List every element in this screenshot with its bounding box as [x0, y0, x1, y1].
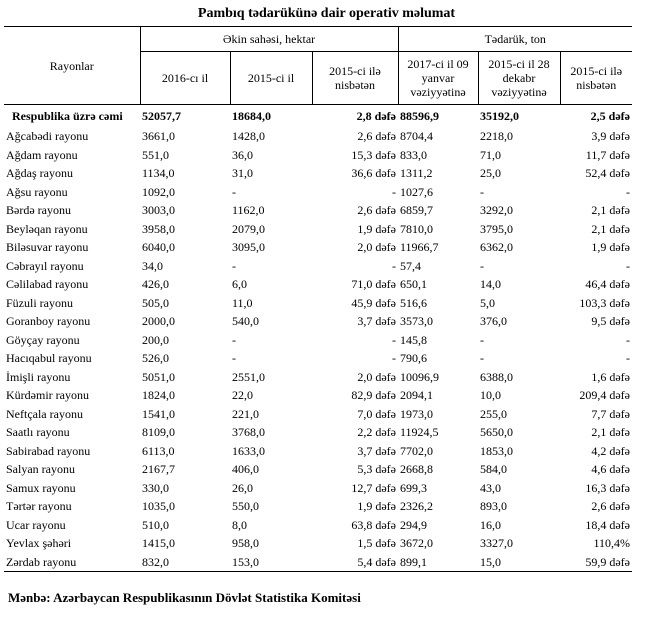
cell-area-2016: 8109,0 [142, 425, 175, 440]
cell-proc-ratio: - [626, 351, 630, 366]
cell-name: Beyləqan rayonu [6, 221, 88, 236]
cell-proc-2015: 255,0 [480, 406, 507, 421]
table-row [4, 349, 632, 368]
cell-area-2016: 3661,0 [142, 129, 175, 144]
cell-proc-2015: 10,0 [480, 388, 501, 403]
cell-proc-ratio: 110,4% [593, 536, 630, 551]
cell-proc-2015: 71,0 [480, 147, 501, 162]
table-row [4, 238, 632, 257]
cell-name: Neftçala rayonu [6, 406, 83, 421]
total-proc-ratio: 2,5 dəfə [590, 109, 630, 123]
header-area-ratio: 2015-ci ilə nisbətən [312, 52, 398, 105]
header-proc-2017: 2017-ci il 09 yanvar vəziyyətinə [398, 52, 478, 105]
cell-proc-2017: 3672,0 [400, 536, 433, 551]
cell-proc-2017: 699,3 [400, 480, 427, 495]
cell-area-ratio: 2,2 dəfə [357, 425, 396, 440]
table-row [4, 275, 632, 294]
cell-area-ratio: - [392, 258, 396, 273]
table-title: Pambıq tədarükünə dair operativ məlumat [197, 6, 456, 21]
table-row [4, 479, 632, 498]
cell-proc-2015: 1853,0 [480, 443, 513, 458]
cell-name: Tərtər rayonu [6, 499, 72, 514]
cell-name: Ağdaş rayonu [6, 166, 73, 181]
cell-proc-ratio: 1,6 dəfə [591, 369, 630, 384]
cell-proc-ratio: 4,6 dəfə [591, 462, 630, 477]
header-area-2015: 2015-ci il [230, 52, 312, 105]
cell-proc-2015: 15,0 [478, 553, 560, 572]
cell-proc-2017: 7702,0 [400, 443, 433, 458]
total-name: Respublika üzrə cəmi [12, 109, 123, 123]
cell-area-2015: 540,0 [232, 314, 259, 329]
cell-proc-2015: - [480, 184, 484, 199]
cell-proc-2015: 3327,0 [480, 536, 513, 551]
cell-name: Salyan rayonu [6, 462, 75, 477]
cell-proc-2017: 6859,7 [400, 203, 433, 218]
cell-area-2015: 153,0 [230, 553, 312, 572]
cell-area-ratio: 63,8 dəfə [351, 517, 396, 532]
cell-name: Saatlı rayonu [6, 425, 70, 440]
header-row-groups [4, 27, 632, 52]
table-row [4, 516, 632, 535]
cell-area-ratio: 5,4 dəfə [312, 553, 398, 572]
cell-proc-2017: 2326,2 [400, 499, 433, 514]
cell-area-2015: 1633,0 [232, 443, 265, 458]
cell-name: Füzuli rayonu [6, 295, 73, 310]
cell-proc-2017: 899,1 [398, 553, 478, 572]
cell-name: Ağsu rayonu [6, 184, 68, 199]
cell-area-ratio: 82,9 dəfə [351, 388, 396, 403]
table-row [4, 164, 632, 183]
cell-name: Kürdəmir rayonu [6, 388, 89, 403]
header-proc-2015: 2015-ci il 28 dekabr vəziyyətinə [478, 52, 560, 105]
cell-area-2016: 551,0 [142, 147, 169, 162]
cell-proc-2017: 11924,5 [400, 425, 439, 440]
cell-proc-ratio: 103,3 dəfə [579, 295, 630, 310]
table-row [4, 127, 632, 146]
cell-area-ratio: 7,0 dəfə [357, 406, 396, 421]
cell-area-2016: 1092,0 [142, 184, 175, 199]
cell-area-2015: - [232, 332, 236, 347]
cell-area-ratio: 15,3 dəfə [351, 147, 396, 162]
cell-area-2015: 3095,0 [232, 240, 265, 255]
cell-area-2016: 510,0 [142, 517, 169, 532]
cell-area-2015: 221,0 [232, 406, 259, 421]
cell-area-2016: 505,0 [142, 295, 169, 310]
cell-proc-2015: 3292,0 [480, 203, 513, 218]
cell-proc-2017: 2094,1 [400, 388, 433, 403]
total-area-2016: 52057,7 [142, 109, 181, 123]
cell-area-2016: 2000,0 [142, 314, 175, 329]
cell-name: Samux rayonu [6, 480, 76, 495]
cell-area-2015: - [232, 258, 236, 273]
header-group-area: Əkin sahəsi, hektar [140, 27, 398, 52]
cell-proc-2017: 650,1 [400, 277, 427, 292]
cell-area-2015: 26,0 [232, 480, 253, 495]
cell-proc-ratio: 209,4 dəfə [579, 388, 630, 403]
cell-proc-2015: 893,0 [480, 499, 507, 514]
table-row [4, 405, 632, 424]
cell-proc-2015: 376,0 [480, 314, 507, 329]
table-row [4, 294, 632, 313]
cell-proc-2017: 790,6 [400, 351, 427, 366]
table-row [4, 312, 632, 331]
cell-area-2016: 6113,0 [142, 443, 175, 458]
header-region: Rayonlar [4, 27, 140, 105]
cell-area-2015: 550,0 [232, 499, 259, 514]
cell-area-2016: 330,0 [142, 480, 169, 495]
cell-area-ratio: - [392, 184, 396, 199]
table-body [4, 105, 632, 572]
cell-name: Goranboy rayonu [6, 314, 91, 329]
cell-proc-ratio: 3,9 dəfə [591, 129, 630, 144]
cell-area-ratio: 5,3 dəfə [357, 462, 396, 477]
cell-proc-2015: 3795,0 [480, 221, 513, 236]
cell-proc-2015: 5,0 [480, 295, 495, 310]
cell-area-2015: 2079,0 [232, 221, 265, 236]
cell-proc-2015: 16,0 [480, 517, 501, 532]
cell-area-ratio: 3,7 dəfə [357, 443, 396, 458]
cell-name: Ucar rayonu [6, 517, 66, 532]
cell-proc-ratio: 2,1 dəfə [591, 425, 630, 440]
cell-proc-2015: 25,0 [480, 166, 501, 181]
cell-area-ratio: - [392, 332, 396, 347]
cell-area-ratio: - [392, 351, 396, 366]
cell-proc-2017: 7810,0 [400, 221, 433, 236]
cell-proc-ratio: 16,3 dəfə [585, 480, 630, 495]
cell-name: Cəbrayıl rayonu [6, 258, 84, 273]
cell-area-ratio: 2,0 dəfə [357, 240, 396, 255]
cell-area-2016: 832,0 [140, 553, 230, 572]
cell-proc-2017: 10096,9 [400, 369, 439, 384]
cell-proc-2017: 145,8 [400, 332, 427, 347]
cell-area-2015: 958,0 [232, 536, 259, 551]
cell-proc-2017: 516,6 [400, 295, 427, 310]
cell-proc-2015: 6362,0 [480, 240, 513, 255]
cell-area-ratio: 71,0 dəfə [351, 277, 396, 292]
cell-proc-ratio: 11,7 dəfə [585, 147, 630, 162]
table-row [4, 368, 632, 387]
cell-proc-ratio: 59,9 dəfə [560, 553, 632, 572]
cell-proc-ratio: 4,2 dəfə [591, 443, 630, 458]
cell-proc-ratio: - [626, 258, 630, 273]
cell-name: Biləsuvar rayonu [6, 240, 89, 255]
cell-proc-ratio: 9,5 dəfə [591, 314, 630, 329]
cell-proc-2017: 57,4 [400, 258, 421, 273]
cell-area-2015: 3768,0 [232, 425, 265, 440]
cell-area-2015: 406,0 [232, 462, 259, 477]
cell-proc-2017: 294,9 [400, 517, 427, 532]
cell-name: İmişli rayonu [6, 369, 71, 384]
cell-area-2015: 8,0 [232, 517, 247, 532]
cell-name: Göyçay rayonu [6, 332, 80, 347]
cell-area-ratio: 3,7 dəfə [357, 314, 396, 329]
table-row [4, 423, 632, 442]
source-note: Mənbə: Azərbaycan Respublikasının Dövlət Statistika Komitəsi [8, 590, 361, 605]
cell-area-2015: 36,0 [232, 147, 253, 162]
cell-area-2015: - [232, 351, 236, 366]
cell-proc-2017: 3573,0 [400, 314, 433, 329]
cell-proc-ratio: 7,7 dəfə [591, 406, 630, 421]
cell-area-ratio: 1,5 dəfə [357, 536, 396, 551]
cell-proc-2017: 833,0 [400, 147, 427, 162]
cell-proc-2015: 2218,0 [480, 129, 513, 144]
cell-area-ratio: 2,0 dəfə [357, 369, 396, 384]
cotton-procurement-table [4, 26, 632, 572]
table-row [4, 183, 632, 202]
table-row [4, 497, 632, 516]
table-row [4, 534, 632, 553]
cell-area-2015: 2551,0 [232, 369, 265, 384]
cell-proc-ratio: 18,4 dəfə [585, 517, 630, 532]
total-area-ratio: 2,8 dəfə [356, 109, 396, 123]
cell-area-2016: 200,0 [142, 332, 169, 347]
cell-proc-2015: 6388,0 [480, 369, 513, 384]
cell-area-2015: 1428,0 [232, 129, 265, 144]
cell-proc-2015: 584,0 [480, 462, 507, 477]
table-row [4, 442, 632, 461]
cell-name: Sabirabad rayonu [6, 443, 91, 458]
table-row [4, 460, 632, 479]
cell-proc-2017: 8704,4 [400, 129, 433, 144]
cell-area-2015: 11,0 [232, 295, 253, 310]
cell-proc-2015: - [480, 332, 484, 347]
cell-area-2016: 3958,0 [142, 221, 175, 236]
cell-area-2015: 31,0 [232, 166, 253, 181]
table-row [4, 331, 632, 350]
table-row [4, 220, 632, 239]
cell-proc-2015: - [480, 351, 484, 366]
cell-area-ratio: 36,6 dəfə [351, 166, 396, 181]
cell-area-ratio: 45,9 dəfə [351, 295, 396, 310]
cell-name: Bərdə rayonu [6, 203, 71, 218]
cell-name: Hacıqabul rayonu [6, 351, 92, 366]
cell-proc-ratio: - [626, 184, 630, 199]
cell-area-2015: 22,0 [232, 388, 253, 403]
table-row-total [4, 105, 632, 128]
cell-name: Yevlax şəhəri [6, 536, 72, 551]
cell-proc-ratio: 2,6 dəfə [591, 499, 630, 514]
table-row [4, 257, 632, 276]
cell-name: Ağcabədi rayonu [6, 129, 89, 144]
total-proc-2015: 35192,0 [480, 109, 519, 123]
header-proc-ratio: 2015-ci ilə nisbətən [560, 52, 632, 105]
cell-area-2016: 3003,0 [142, 203, 175, 218]
cell-proc-2017: 1973,0 [400, 406, 433, 421]
cell-proc-2015: 14,0 [480, 277, 501, 292]
total-proc-2017: 88596,9 [400, 109, 439, 123]
cell-name: Zərdab rayonu [4, 553, 140, 572]
cell-area-2016: 5051,0 [142, 369, 175, 384]
cell-area-ratio: 2,6 dəfə [357, 129, 396, 144]
cell-area-2016: 6040,0 [142, 240, 175, 255]
cell-proc-ratio: 2,1 dəfə [591, 203, 630, 218]
table-row [4, 386, 632, 405]
cell-proc-ratio: 2,1 dəfə [591, 221, 630, 236]
cell-proc-ratio: 46,4 dəfə [585, 277, 630, 292]
cell-proc-2017: 1311,2 [400, 166, 433, 181]
header-group-procurement: Tədarük, ton [398, 27, 632, 52]
cell-area-2016: 1134,0 [142, 166, 175, 181]
cell-proc-ratio: 1,9 dəfə [591, 240, 630, 255]
header-area-2016: 2016-cı il [140, 52, 230, 105]
cell-area-2016: 34,0 [142, 258, 163, 273]
cell-proc-2015: 43,0 [480, 480, 501, 495]
table-row [4, 146, 632, 165]
cell-proc-2017: 1027,6 [400, 184, 433, 199]
cell-area-2016: 1035,0 [142, 499, 175, 514]
cell-area-ratio: 2,6 dəfə [357, 203, 396, 218]
cell-name: Cəlilabad rayonu [6, 277, 89, 292]
cell-area-2016: 426,0 [142, 277, 169, 292]
cell-proc-2015: - [480, 258, 484, 273]
cell-name: Ağdam rayonu [6, 147, 78, 162]
table-row [4, 201, 632, 220]
cell-area-2016: 526,0 [142, 351, 169, 366]
cell-area-2015: 1162,0 [232, 203, 265, 218]
cell-area-2015: 6,0 [232, 277, 247, 292]
cell-proc-ratio: 52,4 dəfə [585, 166, 630, 181]
cell-proc-ratio: - [626, 332, 630, 347]
cell-area-2016: 1541,0 [142, 406, 175, 421]
cell-area-2016: 1415,0 [142, 536, 175, 551]
cell-proc-2017: 2668,8 [400, 462, 433, 477]
cell-area-2015: - [232, 184, 236, 199]
cell-area-ratio: 1,9 dəfə [357, 499, 396, 514]
total-area-2015: 18684,0 [232, 109, 271, 123]
cell-area-ratio: 1,9 dəfə [357, 221, 396, 236]
cell-area-2016: 1824,0 [142, 388, 175, 403]
table-row [4, 553, 632, 572]
cell-area-2016: 2167,7 [142, 462, 175, 477]
cell-area-ratio: 12,7 dəfə [351, 480, 396, 495]
cell-proc-2015: 5650,0 [480, 425, 513, 440]
cell-proc-2017: 11966,7 [400, 240, 439, 255]
